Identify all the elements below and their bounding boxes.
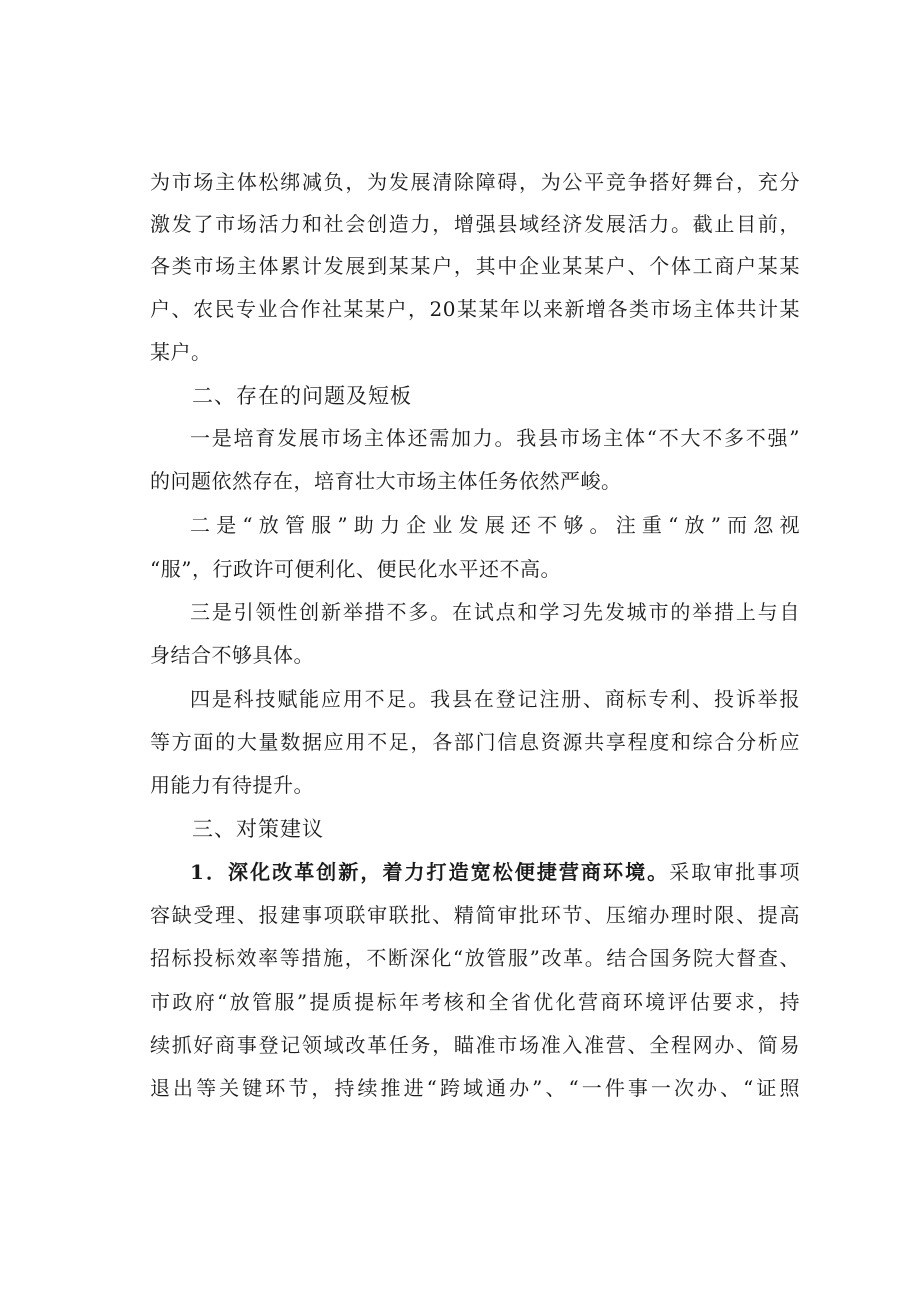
body-line: 市政府“放管服”提质提标年考核和全省优化营商环境评估要求，持 [150, 990, 800, 1014]
item-title: 1．深化改革创新，着力打造宽松便捷营商环境。 [190, 860, 670, 884]
body-line: 用能力有待提升。 [150, 773, 314, 797]
body-line: 户、农民专业合作社某某户，20某某年以来新增各类市场主体共计某 [150, 297, 800, 321]
body-line: 激发了市场活力和社会创造力，增强县域经济发展活力。截止目前， [150, 212, 800, 236]
section-heading: 三、对策建议 [192, 817, 324, 841]
body-line: 一是培育发展市场主体还需加力。我县市场主体“不大不多不强” [190, 426, 800, 450]
body-line: 四是科技赋能应用不足。我县在登记注册、商标专利、投诉举报 [190, 687, 800, 711]
body-line: 为市场主体松绑减负，为发展清除障碍，为公平竞争搭好舞台，充分 [150, 170, 800, 194]
body-line: “服”，行政许可便利化、便民化水平还不高。 [150, 557, 561, 581]
body-line: 的问题依然存在，培育壮大市场主体任务依然严峻。 [150, 469, 622, 493]
body-line: 某户。 [150, 340, 212, 364]
body-line: 身结合不够具体。 [150, 643, 314, 667]
section-heading: 二、存在的问题及短板 [192, 384, 412, 408]
body-line: 三是引领性创新举措不多。在试点和学习先发城市的举措上与自 [190, 600, 800, 624]
body-line: 二是“放管服”助力企业发展还不够。注重“放”而忽视 [190, 513, 800, 537]
body-line: 招标投标效率等措施，不断深化“放管服”改革。结合国务院大督查、 [150, 946, 800, 970]
body-line [190, 860, 800, 884]
body-line: 容缺受理、报建事项联审联批、精简审批环节、压缩办理时限、提高 [150, 903, 800, 927]
body-line: 等方面的大量数据应用不足，各部门信息资源共享程度和综合分析应 [150, 730, 800, 754]
body-line: 退出等关键环节，持续推进“跨域通办”、“一件事一次办、“证照 [150, 1076, 800, 1100]
body-line: 各类市场主体累计发展到某某户，其中企业某某户、个体工商户某某 [150, 254, 800, 278]
body-line: 续抓好商事登记领域改革任务，瞄准市场准入准营、全程网办、简易 [150, 1033, 800, 1057]
item-text: 采取审批事项 [669, 860, 800, 884]
